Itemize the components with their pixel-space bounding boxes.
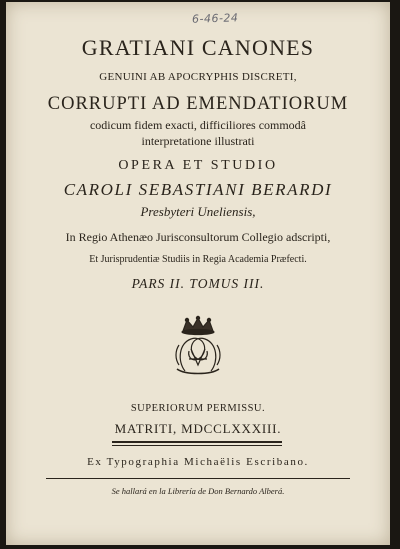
opera-et-studio: OPERA ET STUDIO [118,158,278,173]
handwritten-shelfmark: 6-46-24 [191,11,239,26]
author-role: Presbyteri Uneliensis, [140,204,256,219]
permission-line: SUPERIORUM PERMISSU. [130,403,266,414]
subtitle-line-2: CORRUPTI AD EMENDATIORUM [47,94,349,114]
book-title: GRATIANI CANONES [81,35,315,60]
crowned-monogram-emblem-icon [165,315,231,377]
affiliation-line-2: Et Jurisprudentiæ Studiis in Regia Academia Præfecti. [89,254,307,265]
divider-thick [112,441,282,443]
bookseller-line: Se hallará en la Librería de Don Bernardo Alberá. [111,486,285,496]
volume-statement: PARS II. TOMUS III. [131,276,265,291]
imprint-place-date: MATRITI, MDCCLXXXIII. [114,421,282,436]
subtitle-line-3: codicum fidem exacti, difficiliores commodâ [89,118,307,132]
author-name: CAROLI SEBASTIANI BERARDI [63,180,333,199]
printer-line: Ex Typographia Michaëlis Escribano. [87,456,309,468]
divider-bottom [46,478,350,479]
subtitle-line-1: GENUINI AB APOCRYPHIS DISCRETI, [99,71,297,83]
subtitle-line-4: interpretatione illustrati [141,134,255,148]
title-page [6,2,390,545]
affiliation-line-1: In Regio Athenæo Jurisconsultorum Collegio adscripti, [65,230,331,244]
divider-thin [112,445,282,446]
